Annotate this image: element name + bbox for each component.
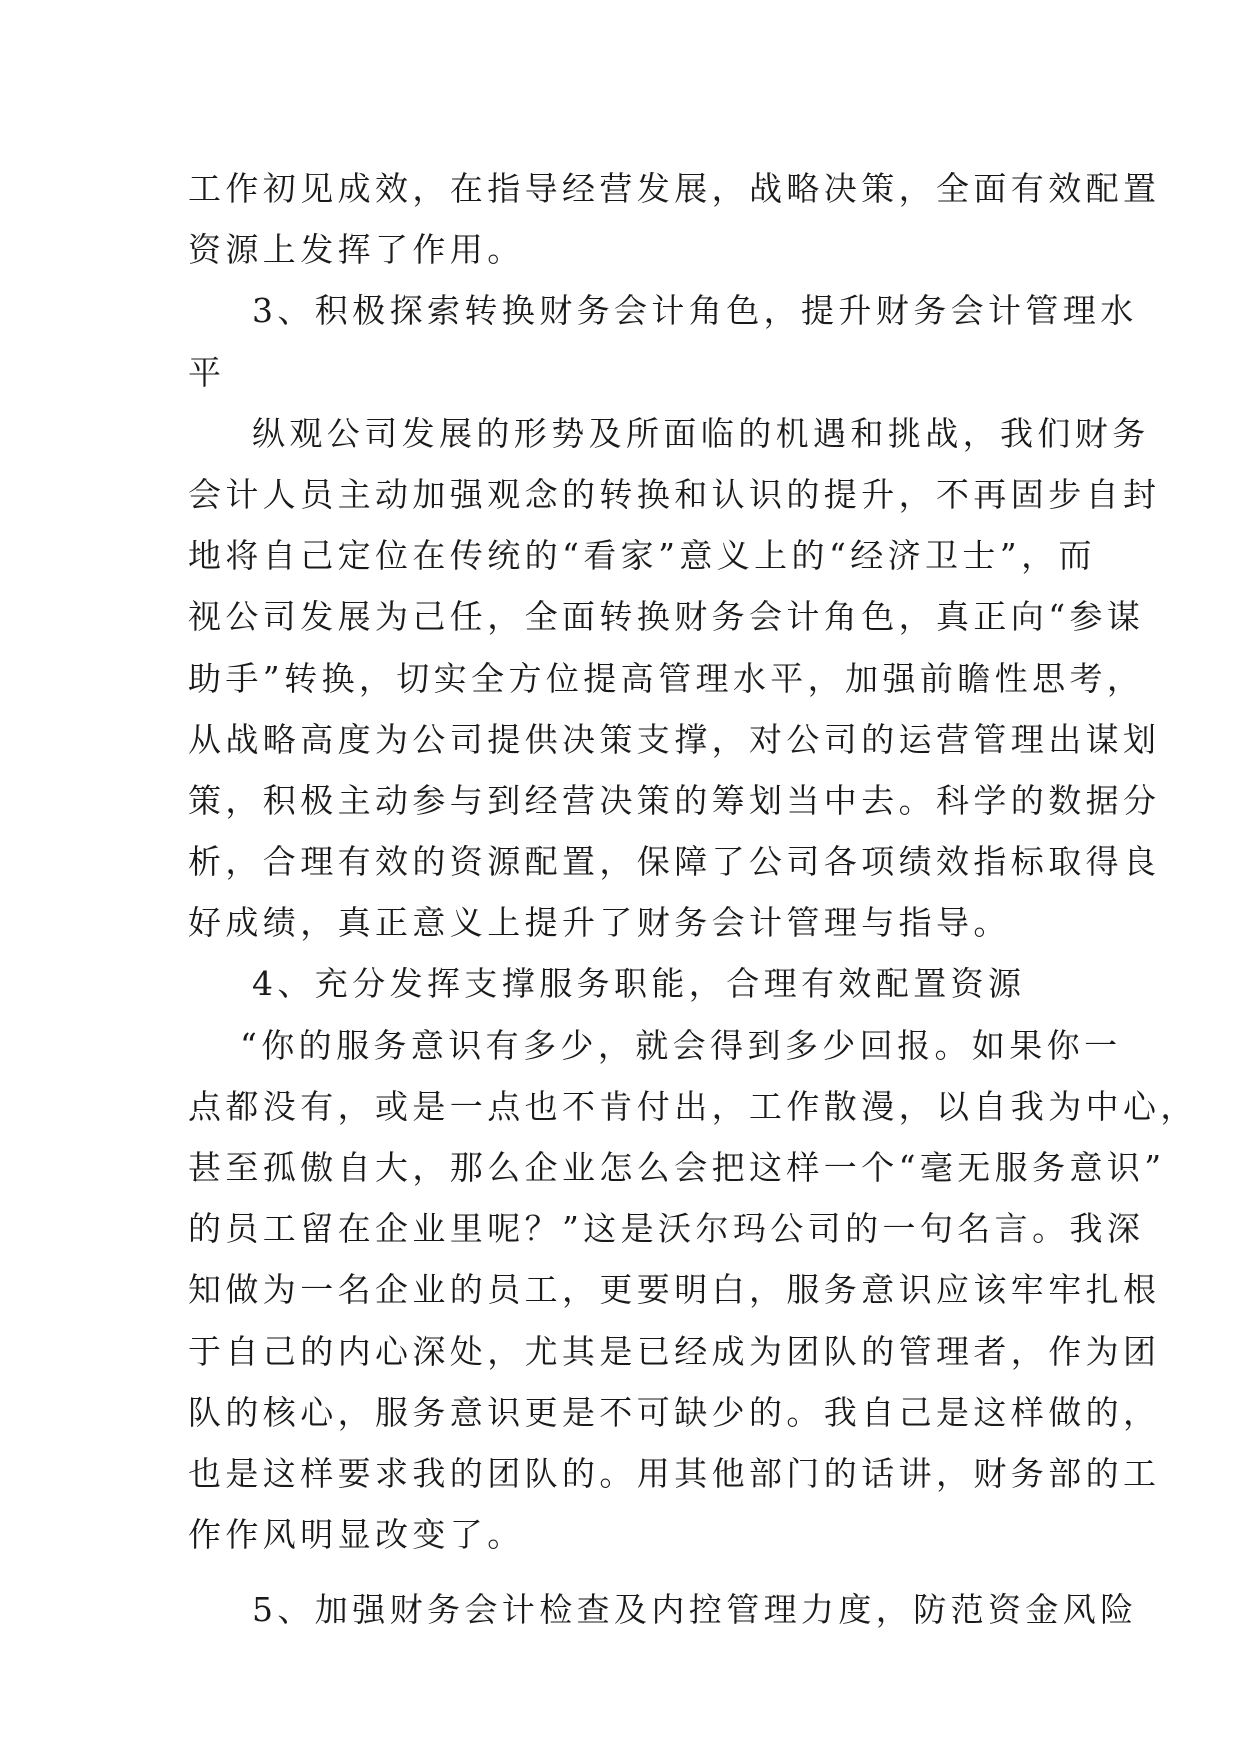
paragraph-line: 析，合理有效的资源配置，保障了公司各项绩效指标取得良 [188, 842, 1161, 882]
paragraph-line: 于自己的内心深处，尤其是已经成为团队的管理者，作为团 [188, 1331, 1161, 1371]
paragraph-line: 知做为一名企业的员工，更要明白，服务意识应该牢牢扎根 [188, 1270, 1161, 1310]
paragraph-line: 会计人员主动加强观念的转换和认识的提升，不再固步自封 [188, 474, 1161, 514]
paragraph-line: 工作初见成效，在指导经营发展，战略决策，全面有效配置 [188, 169, 1161, 208]
paragraph-line: 策，积极主动参与到经营决策的筹划当中去。科学的数据分 [188, 780, 1161, 820]
document-body [188, 158, 1198, 1641]
paragraph-line: 甚至孤傲自大，那么企业怎么会把这样一个“毫无服务意识” [188, 1148, 1166, 1187]
paragraph-line: 资源上发挥了作用。 [188, 230, 525, 270]
paragraph-line: 作作风明显改变了。 [188, 1515, 525, 1555]
paragraph-spacer [188, 1565, 1058, 1579]
paragraph-line: 地将自己定位在传统的“看家”意义上的“经济卫士”，而 [188, 536, 1096, 576]
section-heading: 4、充分发挥支撑服务职能，合理有效配置资源 [252, 964, 1026, 1004]
paragraph-line: “你的服务意识有多少，就会得到多少回报。如果你一 [240, 1025, 1122, 1065]
paragraph-line: 助手”转换，切实全方位提高管理水平，加强前瞻性思考， [188, 658, 1145, 698]
paragraph-line: 好成绩，真正意义上提升了财务会计管理与指导。 [188, 903, 1011, 943]
paragraph-line: 视公司发展为己任，全面转换财务会计角色，真正向“参谋 [188, 597, 1145, 637]
paragraph-line: 的员工留在企业里呢？”这是沃尔玛公司的一句名言。我深 [188, 1209, 1145, 1249]
section-heading: 5、加强财务会计检查及内控管理力度，防范资金风险 [252, 1590, 1138, 1630]
paragraph-line: 点都没有，或是一点也不肯付出，工作散漫，以自我为中心， [188, 1086, 1198, 1126]
paragraph-line: 纵观公司发展的形势及所面临的机遇和挑战，我们财务 [252, 413, 1150, 453]
section-heading-continuation: 平 [188, 352, 226, 392]
paragraph-line: 从战略高度为公司提供决策支撑，对公司的运营管理出谋划 [188, 719, 1161, 759]
paragraph-line: 也是这样要求我的团队的。用其他部门的话讲，财务部的工 [188, 1453, 1161, 1493]
section-heading: 3、积极探索转换财务会计角色，提升财务会计管理水 [252, 291, 1138, 331]
paragraph-line: 队的核心，服务意识更是不可缺少的。我自己是这样做的， [188, 1392, 1161, 1432]
